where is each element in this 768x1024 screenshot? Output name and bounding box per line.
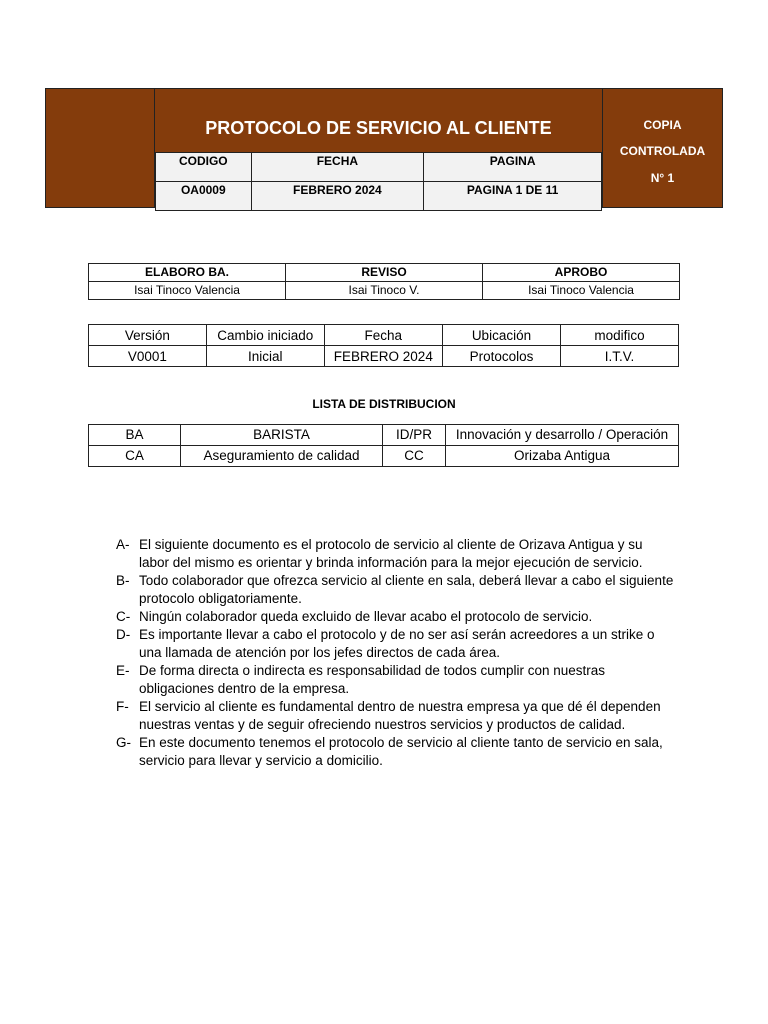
distribution-table <box>88 424 679 467</box>
version-cell: I.T.V. <box>561 346 679 367</box>
document-header <box>45 88 723 208</box>
header-col-codigo: CODIGO <box>156 153 252 182</box>
version-header: Ubicación <box>442 325 560 346</box>
list-marker: B- <box>116 573 130 588</box>
header-meta-table <box>155 152 602 211</box>
table-row <box>89 446 679 467</box>
table-row <box>89 425 679 446</box>
header-logo-area <box>46 89 155 207</box>
version-cell: Protocolos <box>442 346 560 367</box>
dist-cell: CA <box>89 446 181 467</box>
version-header: Fecha <box>324 325 442 346</box>
list-text: El servicio al cliente es fundamental dentro de nuestra empresa ya que dé él dependen nuestras ventas y de seguir ofreciendo nuestros servicios y productos de calidad. <box>139 699 661 732</box>
list-item <box>116 734 676 770</box>
list-marker: F- <box>116 699 129 714</box>
list-text: Ningún colaborador queda excluido de llevar acabo el protocolo de servicio. <box>139 609 593 624</box>
version-cell: FEBRERO 2024 <box>324 346 442 367</box>
list-marker: D- <box>116 627 131 642</box>
list-item <box>116 572 676 608</box>
dist-cell: Aseguramiento de calidad <box>181 446 383 467</box>
copy-number: N° 1 <box>650 171 675 185</box>
list-item <box>116 536 676 572</box>
approval-name-elaboro: Isai Tinoco Valencia <box>89 282 286 300</box>
approval-table <box>88 263 680 300</box>
version-header: Cambio iniciado <box>206 325 324 346</box>
dist-cell: CC <box>383 446 446 467</box>
version-header: Versión <box>89 325 207 346</box>
dist-cell: BA <box>89 425 181 446</box>
list-text: En este documento tenemos el protocolo de servicio al cliente tanto de servicio en sala, servicio para llevar y servicio a domicilio. <box>139 735 663 768</box>
document-title: PROTOCOLO DE SERVICIO AL CLIENTE <box>155 89 602 152</box>
list-item <box>116 662 676 698</box>
list-text: Es importante llevar a cabo el protocolo y de no ser así serán acreedores a un strike o una llamada de atención por los jefes directos de cada área. <box>139 627 655 660</box>
header-val-fecha: FEBRERO 2024 <box>251 182 424 211</box>
header-val-codigo: OA0009 <box>156 182 252 211</box>
version-table <box>88 324 679 367</box>
protocol-list <box>116 536 676 770</box>
approval-header-aprobo: APROBO <box>483 264 680 282</box>
copy-label-line2: CONTROLADA <box>619 144 706 158</box>
list-marker: A- <box>116 537 130 552</box>
controlled-copy-box <box>602 89 722 207</box>
header-col-fecha: FECHA <box>251 153 424 182</box>
approval-name-reviso: Isai Tinoco V. <box>286 282 483 300</box>
header-val-pagina: PAGINA 1 DE 11 <box>424 182 602 211</box>
list-text: Todo colaborador que ofrezca servicio al cliente en sala, deberá llevar a cabo el siguiente protocolo obligatoriamente. <box>139 573 674 606</box>
dist-cell: Innovación y desarrollo / Operación <box>446 425 679 446</box>
list-marker: E- <box>116 663 130 678</box>
approval-header-elaboro: ELABORO BA. <box>89 264 286 282</box>
list-text: El siguiente documento es el protocolo de servicio al cliente de Orizava Antigua y su labor del mismo es orientar y brinda información para la mejor ejecución de servicio. <box>139 537 643 570</box>
header-col-pagina: PAGINA <box>424 153 602 182</box>
list-marker: C- <box>116 609 131 624</box>
dist-cell: ID/PR <box>383 425 446 446</box>
list-item <box>116 608 676 626</box>
version-cell: Inicial <box>206 346 324 367</box>
version-header: modifico <box>561 325 679 346</box>
approval-name-aprobo: Isai Tinoco Valencia <box>483 282 680 300</box>
list-marker: G- <box>116 735 131 750</box>
list-item <box>116 626 676 662</box>
list-item <box>116 698 676 734</box>
dist-cell: Orizaba Antigua <box>446 446 679 467</box>
dist-cell: BARISTA <box>181 425 383 446</box>
approval-header-reviso: REVISO <box>286 264 483 282</box>
version-cell: V0001 <box>89 346 207 367</box>
list-text: De forma directa o indirecta es responsabilidad de todos cumplir con nuestras obligaciones dentro de la empresa. <box>139 663 605 696</box>
distribution-title: LISTA DE DISTRIBUCION <box>312 397 456 411</box>
copy-label-line1: COPIA <box>643 118 682 132</box>
